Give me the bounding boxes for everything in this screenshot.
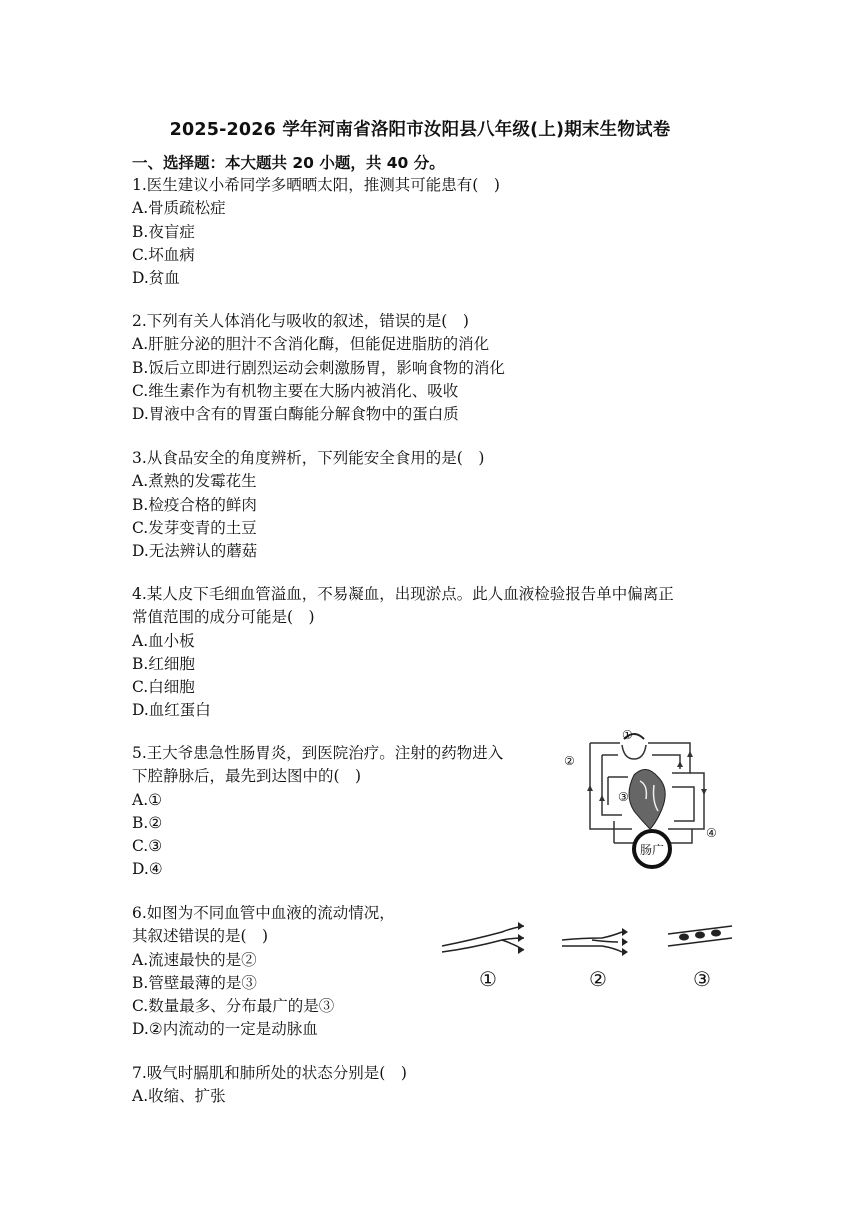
option-d: D.无法辨认的蘑菇 bbox=[132, 542, 258, 561]
option-b: B.夜盲症 bbox=[132, 222, 195, 241]
option-a: A.① bbox=[132, 790, 163, 809]
circulation-diagram bbox=[562, 725, 722, 875]
option-d: D.④ bbox=[132, 860, 163, 879]
option-a: A.收缩、扩张 bbox=[132, 1087, 226, 1106]
question-6 bbox=[132, 902, 432, 1042]
option-a: A.肝脏分泌的胆汁不含消化酶，但能促进脂肪的消化 bbox=[132, 335, 490, 354]
question-3 bbox=[132, 447, 752, 563]
vessel-label-1: ① bbox=[479, 967, 497, 991]
section-heading: 一、选择题：本大题共 20 小题，共 40 分。 bbox=[132, 154, 445, 172]
vessel-label-2: ② bbox=[589, 967, 607, 991]
label-4: ④ bbox=[706, 826, 717, 840]
option-c: C.坏血病 bbox=[132, 245, 195, 264]
option-c: C.发芽变青的土豆 bbox=[132, 518, 257, 537]
option-b: B.红细胞 bbox=[132, 654, 195, 673]
question-stem: 7.吸气时膈肌和肺所处的状态分别是( ) bbox=[132, 1064, 407, 1082]
label-3: ③ bbox=[618, 790, 629, 804]
question-stem: 4.某人皮下毛细血管溢血，不易凝血，出现淤点。此人血液检验报告单中偏离正 bbox=[132, 585, 674, 603]
option-a: A.煮熟的发霉花生 bbox=[132, 472, 257, 491]
question-stem: 5.王大爷患急性肠胃炎，到医院治疗。注射的药物进入 bbox=[132, 744, 504, 762]
option-a: A.骨质疏松症 bbox=[132, 199, 226, 218]
option-a: A.血小板 bbox=[132, 631, 195, 650]
question-stem-continued: 下腔静脉后，最先到达图中的( ) bbox=[132, 767, 362, 786]
question-stem-continued: 其叙述错误的是( ) bbox=[132, 927, 269, 946]
exam-title: 2025-2026 学年河南省洛阳市汝阳县八年级(上)期末生物试卷 bbox=[169, 120, 671, 140]
option-c: C.白细胞 bbox=[132, 678, 195, 697]
question-4 bbox=[132, 583, 752, 723]
question-stem: 1.医生建议小希同学多晒晒太阳，推测其可能患有( ) bbox=[132, 176, 500, 194]
option-b: B.管壁最薄的是③ bbox=[132, 973, 257, 992]
option-d: D.血红蛋白 bbox=[132, 701, 211, 720]
option-a: A.流速最快的是② bbox=[132, 950, 257, 969]
question-stem: 2.下列有关人体消化与吸收的叙述，错误的是( ) bbox=[132, 312, 469, 330]
question-1 bbox=[132, 174, 752, 290]
question-stem-continued: 常值范围的成分可能是( ) bbox=[132, 608, 315, 627]
option-c: C.③ bbox=[132, 837, 163, 856]
vessel-label-3: ③ bbox=[693, 967, 711, 991]
label-2: ② bbox=[564, 754, 575, 768]
option-b: B.② bbox=[132, 813, 163, 832]
blood-vessel-diagram bbox=[432, 910, 742, 1000]
option-c: C.维生素作为有机物主要在大肠内被消化、吸收 bbox=[132, 381, 459, 400]
question-stem: 6.如图为不同血管中血液的流动情况， bbox=[132, 904, 395, 922]
question-stem: 3.从食品安全的角度辨析，下列能安全食用的是( ) bbox=[132, 449, 485, 467]
option-d: D.胃液中含有的胃蛋白酶能分解食物中的蛋白质 bbox=[132, 405, 459, 424]
question-5 bbox=[132, 742, 552, 882]
question-2 bbox=[132, 310, 752, 426]
option-b: B.饭后立即进行剧烈运动会刺激肠胃，影响食物的消化 bbox=[132, 358, 505, 377]
option-d: D.贫血 bbox=[132, 269, 180, 288]
option-d: D.②内流动的一定是动脉血 bbox=[132, 1020, 318, 1039]
label-1: ① bbox=[622, 728, 633, 742]
question-7 bbox=[132, 1062, 752, 1109]
option-b: B.检疫合格的鲜肉 bbox=[132, 495, 257, 514]
option-c: C.数量最多、分布最广的是③ bbox=[132, 997, 335, 1016]
organ-label: 肠广 bbox=[639, 843, 665, 857]
